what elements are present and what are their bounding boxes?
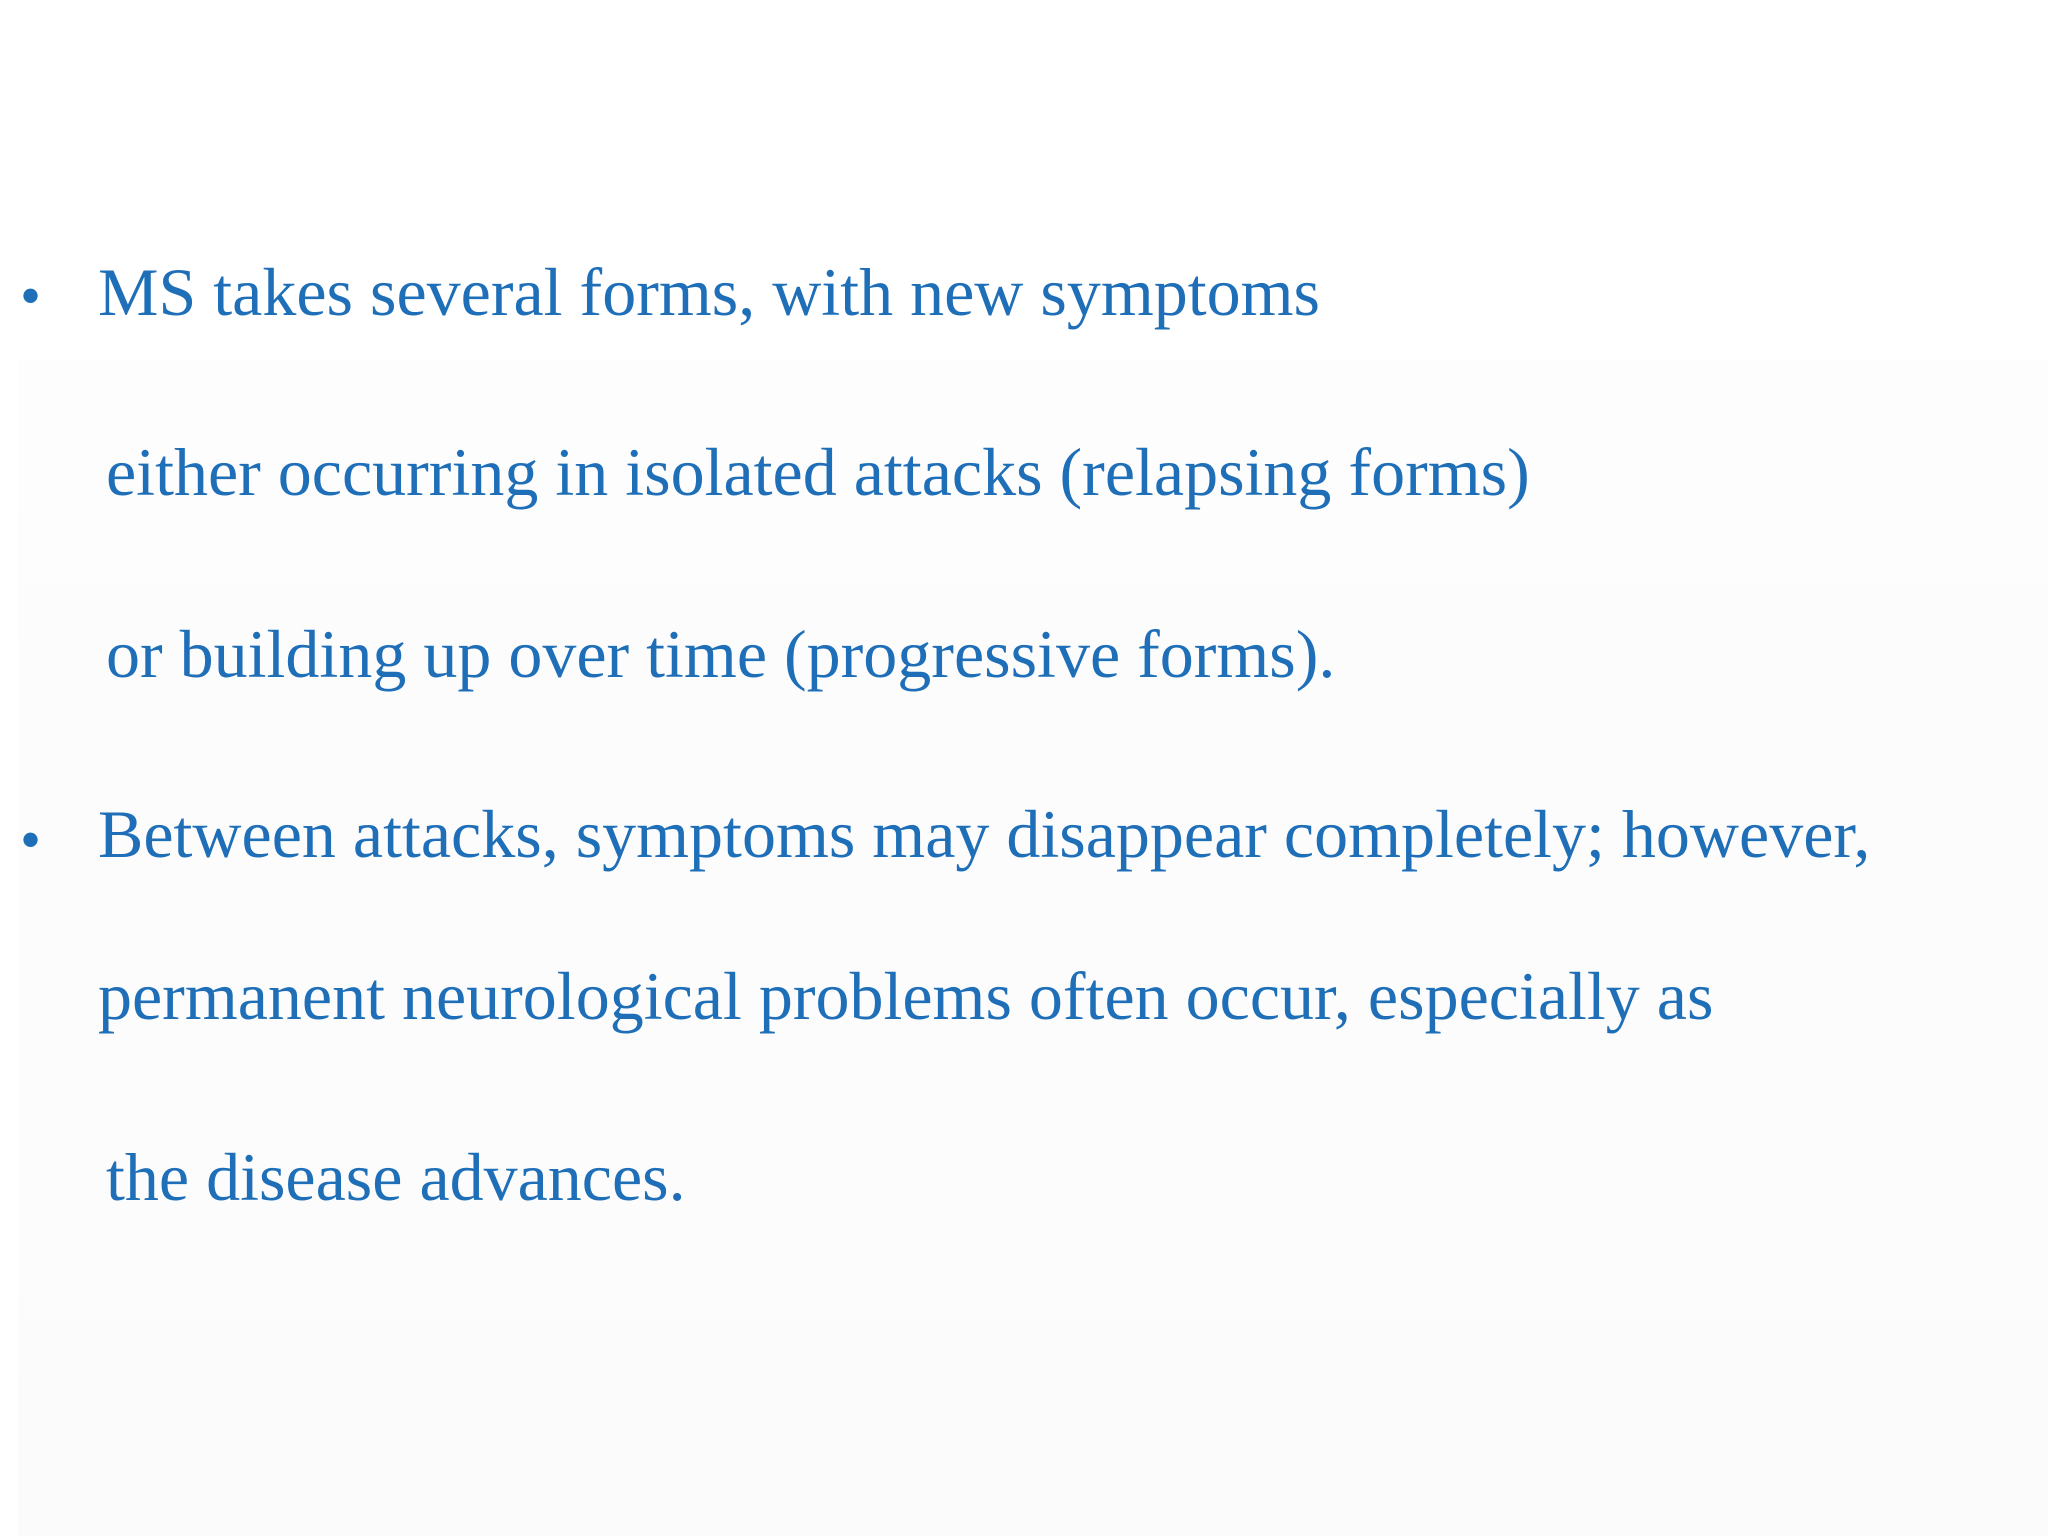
bullet-2-line-1: Between attacks, symptoms may disappear completely; however, [98, 796, 1871, 872]
bullet-2-line-2: permanent neurological problems often occur, especially as [98, 958, 1714, 1034]
bullet-marker: • [20, 807, 42, 873]
bullet-1-line-3: or building up over time (progressive forms). [106, 616, 1336, 692]
content-panel [18, 360, 2048, 1536]
bullet-1-line-1: MS takes several forms, with new symptoms [98, 254, 1320, 330]
bullet-marker: • [20, 263, 42, 329]
bullet-2-line-3: the disease advances. [106, 1139, 686, 1215]
bullet-1-line-2: either occurring in isolated attacks (relapsing forms) [106, 434, 1530, 510]
